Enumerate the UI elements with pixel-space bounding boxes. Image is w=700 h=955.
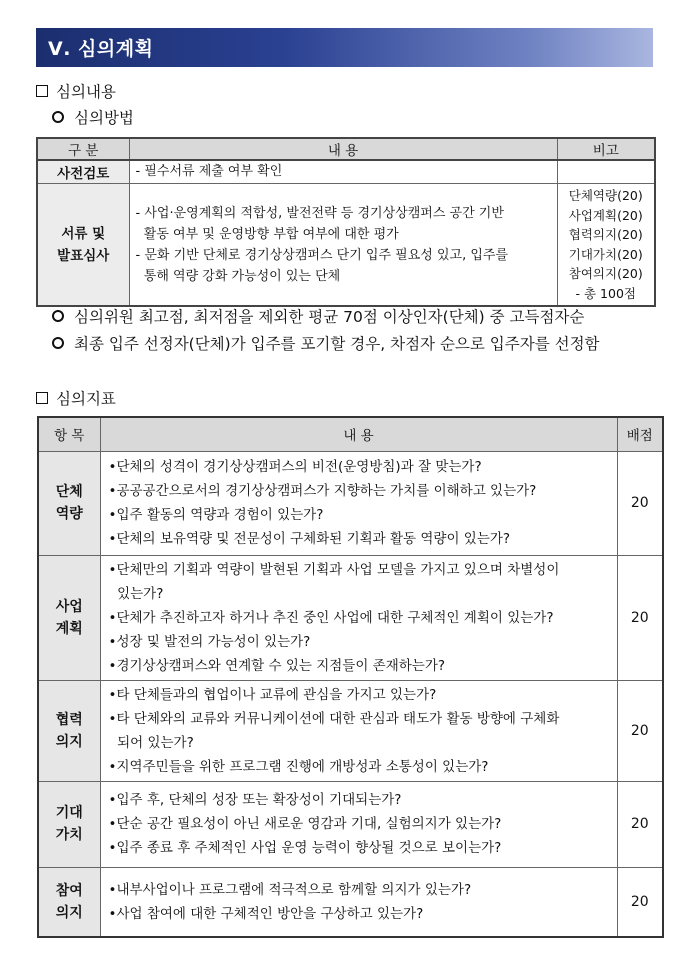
row-label: 사업 계획	[38, 555, 100, 680]
circle-bullet-icon	[52, 310, 64, 322]
section1-title: 심의내용	[56, 83, 116, 101]
list-item: •공공공간으로서의 경기상상캠퍼스가 지향하는 가치를 이해하고 있는가?	[108, 483, 537, 499]
circle-bullet-icon	[52, 337, 64, 349]
label-line: 서류 및 발표심사	[57, 225, 110, 264]
note-line: 기대가치(20)	[568, 246, 643, 262]
section1-sub: 심의방법	[74, 109, 134, 127]
list-item: •사업 참여에 대한 구체적인 방안을 구상하고 있는가?	[108, 905, 424, 922]
note-line-1	[52, 305, 584, 327]
section2-heading	[36, 387, 116, 409]
list-item: 있는가?	[108, 585, 164, 602]
row-label: 사전검토	[37, 160, 129, 184]
list-item: •단순 공간 필요성이 아닌 새로운 영감과 기대, 실험의지가 있는가?	[108, 816, 502, 832]
review-criteria-table	[37, 416, 664, 938]
list-item: •단체의 보유역량 및 전문성이 구체화된 기획과 활동 역량이 있는가?	[108, 531, 511, 547]
row-score: 20	[617, 867, 663, 937]
section-banner	[36, 28, 653, 67]
header-content: 내 용	[129, 138, 557, 160]
section1-sub-heading	[52, 106, 134, 128]
table-row	[37, 184, 655, 307]
content-line: 활동 여부 및 운영방향 부합 여부에 대한 평가	[135, 226, 399, 242]
note-line-2	[52, 332, 600, 354]
list-item: •입주 활동의 역량과 경험이 있는가?	[108, 507, 324, 523]
row-label	[37, 184, 129, 307]
note-line: 참여의지(20)	[568, 266, 643, 281]
content-line: - 문화 기반 단체로 경기상상캠퍼스 단기 입주 필요성 있고, 입주를	[135, 247, 509, 263]
row-items	[100, 555, 617, 680]
row-score: 20	[617, 555, 663, 680]
table-row	[38, 680, 663, 781]
list-item: •지역주민들을 위한 프로그램 진행에 개방성과 소통성이 있는가?	[108, 758, 489, 775]
table-row	[38, 451, 663, 555]
list-item: •입주 종료 후 주체적인 사업 운영 능력이 향상될 것으로 보이는가?	[108, 840, 502, 856]
header-note: 비고	[557, 138, 655, 160]
table-header-row	[38, 417, 663, 451]
section1-heading	[36, 80, 116, 102]
table-row	[38, 867, 663, 937]
note-line: 단체역량(20)	[568, 188, 643, 203]
note-line: - 총 100점	[575, 285, 636, 301]
row-items	[100, 680, 617, 781]
row-content: - 필수서류 제출 여부 확인	[129, 160, 557, 184]
header-content: 내 용	[100, 417, 617, 451]
list-item: •입주 후, 단체의 성장 또는 확장성이 기대되는가?	[108, 792, 402, 808]
row-items	[100, 451, 617, 555]
list-item: •타 단체들과의 협업이나 교류에 관심을 가지고 있는가?	[108, 686, 437, 703]
list-item: •내부사업이나 프로그램에 적극적으로 함께할 의지가 있는가?	[108, 881, 472, 898]
review-method-table	[36, 137, 656, 307]
list-item: •경기상상캠퍼스와 연계할 수 있는 지점들이 존재하는가?	[108, 657, 446, 674]
row-items	[100, 781, 617, 867]
list-item: •단체가 추진하고자 하거나 추진 중인 사업에 대한 구체적인 계획이 있는가?	[108, 609, 554, 626]
row-label: 기대 가치	[38, 781, 100, 867]
square-bullet-icon	[36, 85, 48, 97]
list-item: •단체의 성격이 경기상상캠퍼스의 비전(운영방침)과 잘 맞는가?	[108, 459, 482, 475]
header-category: 구 분	[37, 138, 129, 160]
list-item: •단체만의 기획과 역량이 발현된 기획과 사업 모델을 가지고 있으며 차별성이	[108, 561, 560, 578]
row-score: 20	[617, 781, 663, 867]
row-note	[557, 184, 655, 307]
row-content	[129, 184, 557, 307]
table-row	[38, 555, 663, 680]
note-line: 사업계획(20)	[568, 207, 643, 223]
list-item: •타 단체와의 교류와 커뮤니케이션에 대한 관심과 태도가 활동 방향에 구체화	[108, 710, 560, 727]
list-item: •성장 및 발전의 가능성이 있는가?	[108, 633, 311, 650]
note-text: 최종 입주 선정자(단체)가 입주를 포기할 경우, 차점자 순으로 입주자를 선정함	[74, 335, 600, 353]
row-label: 단체 역량	[38, 451, 100, 555]
banner-title: Ⅴ. 심의계획	[48, 38, 154, 60]
row-label: 협력 의지	[38, 680, 100, 781]
table-header-row	[37, 138, 655, 160]
row-items	[100, 867, 617, 937]
row-score: 20	[617, 680, 663, 781]
note-text: 심의위원 최고점, 최저점을 제외한 평균 70점 이상인자(단체) 중 고득점자순	[74, 308, 585, 326]
row-note-empty	[557, 160, 655, 184]
square-bullet-icon	[36, 392, 48, 404]
row-label: 참여 의지	[38, 867, 100, 937]
content-line: - 사업·운영계획의 적합성, 발전전략 등 경기상상캠퍼스 공간 기반	[135, 205, 504, 221]
row-score: 20	[617, 451, 663, 555]
table-row	[38, 781, 663, 867]
table-row	[37, 160, 655, 184]
section2-title: 심의지표	[56, 390, 116, 408]
header-score: 배점	[617, 417, 663, 451]
content-line: 통해 역량 강화 가능성이 있는 단체	[135, 268, 341, 284]
header-item: 항 목	[38, 417, 100, 451]
circle-bullet-icon	[52, 111, 64, 123]
note-line: 협력의지(20)	[568, 227, 643, 242]
list-item: 되어 있는가?	[108, 734, 194, 751]
